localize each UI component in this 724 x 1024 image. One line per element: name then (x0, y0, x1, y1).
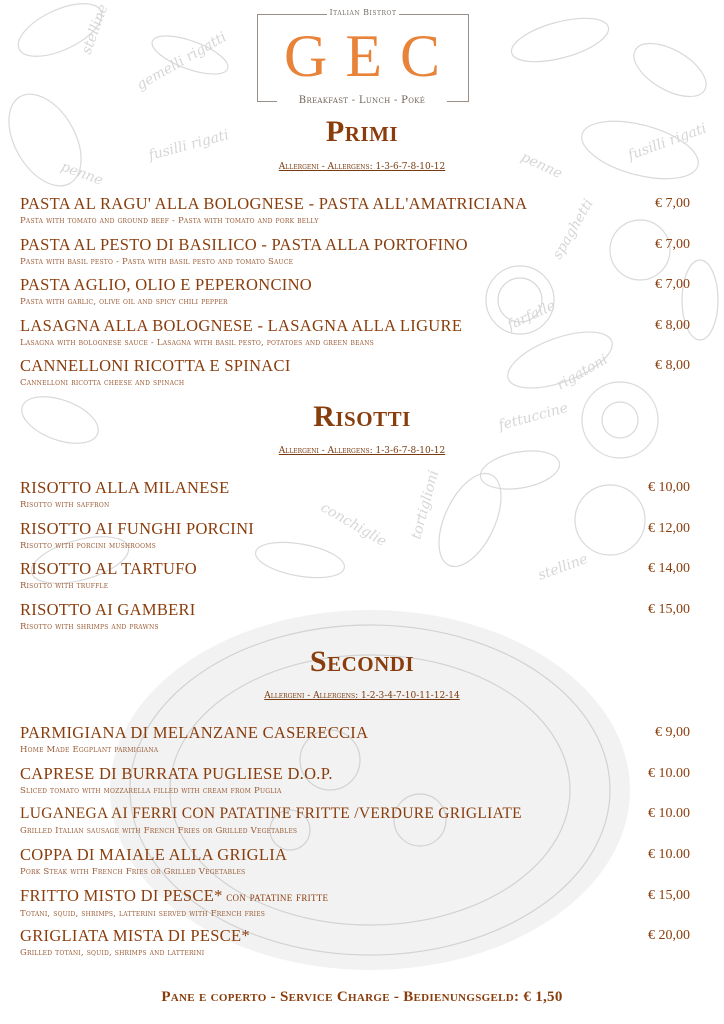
menu-item (20, 804, 690, 837)
bg-word: rigatoni (554, 351, 611, 394)
item-name: RISOTTO AI FUNGHI PORCINI (20, 519, 255, 538)
menu-item (20, 275, 690, 308)
item-price: € 10.00 (648, 847, 690, 862)
item-name: PASTA AL PESTO DI BASILICO - PASTA ALLA PORTOFINO (20, 235, 468, 254)
item-price: € 8,00 (655, 318, 690, 333)
item-description: Lasagna with bolognese sauce - Lasagna with basil pesto, potatoes and green beans (20, 338, 374, 348)
bg-word: fusilli rigati (625, 120, 709, 164)
item-description: Home Made Eggplant parmigiana (20, 745, 159, 755)
section-title-secondi: Secondi (309, 645, 415, 678)
item-name: PASTA AL RAGU' ALLA BOLOGNESE - PASTA ALL'AMATRICIANA (20, 194, 528, 213)
item-name-wrapper (20, 886, 690, 907)
item-description: Pork Steak with French Fries or Grilled Vegetables (20, 867, 246, 877)
logo-letters: GEC (284, 23, 458, 89)
item-name: CANNELLONI RICOTTA E SPINACI (20, 356, 291, 375)
item-price: € 9,00 (655, 725, 690, 740)
bg-word: gemelli rigatti (134, 29, 230, 94)
menu-item (20, 926, 690, 959)
item-description: Pasta with tomato and ground beef - Pasta with tomato and pork belly (20, 216, 319, 226)
bg-word: fettuccine (496, 399, 570, 434)
item-price: € 7,00 (655, 277, 690, 292)
service-charge-note: Pane e coperto - Service Charge - Bedienungsgeld: € 1,50 (161, 989, 563, 1005)
section-title-risotti: Risotti (313, 400, 411, 433)
item-name: LUGANEGA AI FERRI CON PATATINE FRITTE /VERDURE GRIGLIATE (20, 805, 522, 822)
bg-word: fusilli rigati (146, 127, 231, 164)
allergens-primi: Allergeni - Allergens: 1-3-6-7-8-10-12 (278, 162, 446, 172)
item-description: Cannelloni ricotta cheese and spinach (20, 378, 185, 388)
item-description: Pasta with garlic, olive oil and spicy chili pepper (20, 297, 228, 307)
item-name: RISOTTO AL TARTUFO (20, 559, 197, 578)
item-price: € 20,00 (648, 928, 690, 943)
allergens-secondi: Allergeni - Allergens: 1-2-3-4-7-10-11-12-14 (264, 691, 460, 701)
menu-item (20, 764, 690, 797)
menu-item (20, 519, 690, 552)
menu-item (20, 886, 690, 920)
gec-logo (257, 8, 469, 110)
menu-item (20, 845, 690, 878)
menu-item (20, 356, 690, 389)
bg-word: tortiglioni (408, 468, 443, 542)
item-description: Risotto with saffron (20, 500, 110, 510)
bg-word: spaghetti (549, 196, 597, 262)
bg-word: conchiglie (318, 499, 390, 550)
item-price: € 15,00 (648, 888, 690, 903)
bg-word: penne (518, 149, 565, 183)
menu-item (20, 194, 690, 227)
section-title-primi: Primi (325, 115, 399, 148)
bg-word: farfalle (504, 297, 558, 334)
item-name: RISOTTO ALLA MILANESE (20, 478, 230, 497)
item-price: € 8,00 (655, 358, 690, 373)
item-price: € 10,00 (648, 480, 690, 495)
item-name: CAPRESE DI BURRATA PUGLIESE D.O.P. (20, 764, 333, 783)
item-description: Sliced tomato with mozzarella filled with cream from Puglia (20, 786, 282, 796)
item-price: € 14,00 (648, 561, 690, 576)
item-name-suffix: con patatine fritte (222, 889, 329, 904)
item-description: Risotto with porcini mushrooms (20, 541, 156, 551)
menu-item (20, 478, 690, 511)
menu-item (20, 559, 690, 592)
item-name: LASAGNA ALLA BOLOGNESE - LASAGNA ALLA LIGURE (20, 316, 463, 335)
item-name: FRITTO MISTO DI PESCE* (20, 886, 223, 905)
item-name: RISOTTO AI GAMBERI (20, 600, 196, 619)
item-price: € 10.00 (648, 766, 690, 781)
bg-word: stelline (78, 2, 112, 57)
item-description: Pasta with basil pesto - Pasta with basil pesto and tomato Sauce (20, 257, 294, 267)
item-description: Totani, squid, shrimps, latterini served with French fries (20, 909, 266, 919)
item-name: PARMIGIANA DI MELANZANE CASERECCIA (20, 723, 369, 742)
bg-word: stelline (535, 550, 591, 584)
item-price: € 10.00 (648, 806, 690, 821)
item-name: PASTA AGLIO, OLIO E PEPERONCINO (20, 275, 313, 294)
menu-item (20, 723, 690, 756)
item-price: € 7,00 (655, 196, 690, 211)
allergens-risotti: Allergeni - Allergens: 1-3-6-7-8-10-12 (278, 446, 446, 456)
item-price: € 7,00 (655, 237, 690, 252)
item-name: GRIGLIATA MISTA DI PESCE* (20, 926, 250, 945)
item-description: Risotto with truffle (20, 581, 109, 591)
item-description: Grilled totani, squid, shrimps and latterini (20, 948, 205, 958)
item-price: € 12,00 (648, 521, 690, 536)
bg-word: penne (58, 158, 106, 189)
menu-item (20, 316, 690, 349)
item-name: COPPA DI MAIALE ALLA GRIGLIA (20, 845, 288, 864)
item-description: Risotto with shrimps and prawns (20, 622, 159, 632)
item-price: € 15,00 (648, 602, 690, 617)
menu-item (20, 600, 690, 633)
menu-item (20, 235, 690, 268)
logo-subtitle: Breakfast - Lunch - Poké (277, 95, 447, 106)
logo-tagline: Italian Bistrot (327, 8, 399, 17)
item-description: Grilled Italian sausage with French Fries or Grilled Vegetables (20, 826, 298, 836)
